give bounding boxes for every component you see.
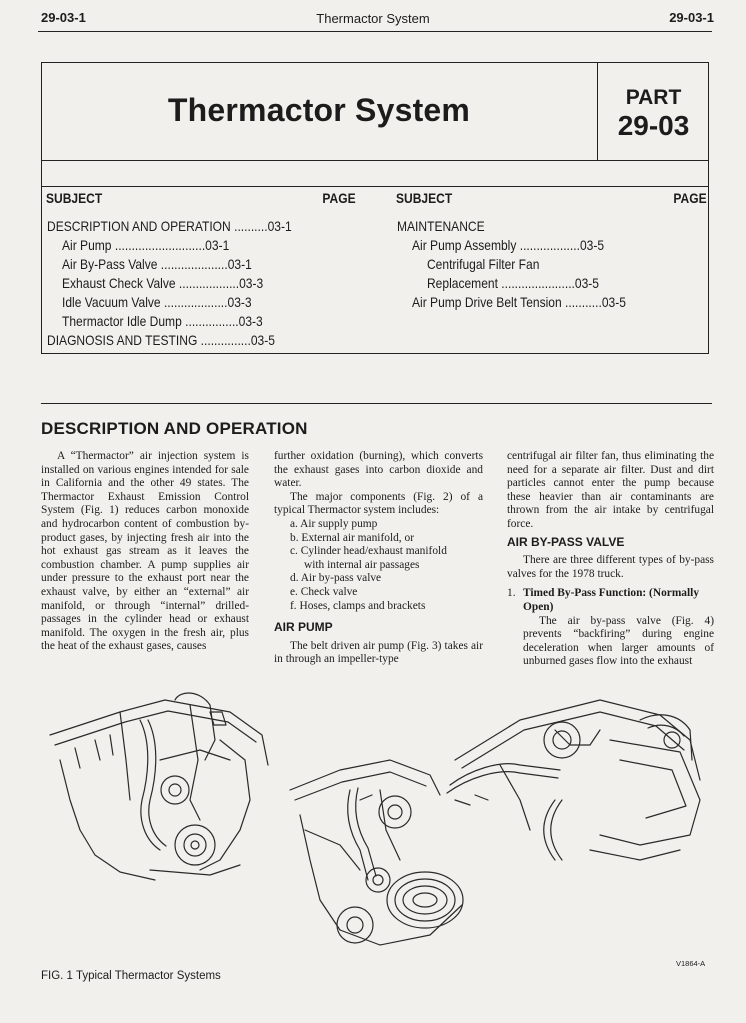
toc-leader: .................... [157,256,228,272]
toc-entry-text: Air Pump [61,237,112,253]
toc-right-column [397,217,717,312]
paragraph: centrifugal air filter fan, thus eliminating the need for a separate air filter. Dust and dirt particles cannot enter the pump because these heavier than air contaminants are thrown from the air intake by centrifugal force. [507,450,714,530]
section-title: DESCRIPTION AND OPERATION [41,419,308,438]
list-item: b. External air manifold, or [290,531,414,544]
toc-leader: ........... [561,294,602,310]
title-box-rule [41,160,709,161]
toc-leader: ................... [160,294,228,310]
toc-entry-page: 03-5 [250,332,275,348]
page-number-left: 29-03-1 [41,10,86,25]
toc-entry-text: MAINTENANCE [397,218,485,234]
body-column-2 [274,450,483,667]
body-column-1 [41,450,249,654]
toc-entry [397,217,672,236]
toc-entry-page: 03-3 [227,294,252,310]
toc-entry-page: 03-5 [579,237,605,253]
toc-leader: .................. [516,237,580,253]
toc-entry-page: 03-5 [601,294,626,310]
section-rule [41,403,712,404]
toc-entry [397,293,672,312]
part-number: 29-03 [617,110,690,141]
toc-entry [47,255,322,274]
toc-entry-text: Centrifugal Filter Fan [426,256,540,272]
toc-leader: ............... [197,332,251,348]
page-title: Thermactor System [167,92,471,128]
toc-leader: ........................... [111,237,206,253]
toc-leader: .......... [230,218,268,234]
paragraph: The air by-pass valve (Fig. 4) prevents “backfiring” during engine deceleration when larger amounts of unburned gases flow into the exhaust [523,614,714,668]
toc-entry-page: 03-3 [239,275,264,291]
list-item: a. Air supply pump [290,517,378,530]
toc-leader: ................ [181,313,239,329]
body-column-3 [507,450,714,669]
toc-entry-page: 03-1 [227,256,252,272]
toc-entry [47,312,322,331]
toc-subject-header-left: SUBJECT [46,190,103,206]
toc-entry-text: Air By-Pass Valve [61,256,158,272]
item-title: Timed By-Pass Function: (Normally Open) [523,587,700,613]
toc-leader: ...................... [497,275,575,291]
toc-entry [47,331,322,350]
list-item: f. Hoses, clamps and brackets [290,599,426,612]
toc-leader: .................. [175,275,240,291]
toc-entry-text: DESCRIPTION AND OPERATION [47,218,231,234]
toc-entry-page: 03-1 [267,218,292,234]
list-item: e. Check valve [290,585,358,598]
toc-header-rule [41,186,709,187]
toc-entry [47,236,322,255]
toc-entry [47,274,322,293]
toc-entry-page: 03-1 [205,237,230,253]
toc-entry-text: Thermactor Idle Dump [61,313,182,329]
list-item: d. Air by-pass valve [290,572,382,585]
toc-entry [397,255,672,274]
subheading-bypass-valve: AIR BY-PASS VALVE [507,534,625,549]
toc-entry [397,236,672,255]
paragraph: A “Thermactor” air injection system is installed on various engines intended for sale in California and the other 49 states. The Thermactor Exhaust Emission Control System (Fig. 1) reduces carbon monoxide and hydrocarbon content of combustion by-product gases, by injecting fresh air into the hot exhaust gas stream as it leaves the combustion chamber. A pump supplies air under pressure to the exhaust port near the exhaust valve, by either an “external” air manifold, or through “internal” drilled-passages in the cylinder head or exhaust manifold. The oxygen in the fresh air, plus the heat of the exhaust gases, causes [41,450,249,653]
toc-page-header-right: PAGE [673,190,707,206]
header-rule [38,31,712,32]
subheading-air-pump: AIR PUMP [274,620,333,635]
toc-entry-page: 03-5 [574,275,599,291]
paragraph: There are three different types of by-pass valves for the 1978 truck. [507,554,714,580]
page-number-right: 29-03-1 [669,10,714,25]
running-header-title: Thermactor System [316,11,430,26]
figure-caption: FIG. 1 Typical Thermactor Systems [41,970,221,982]
toc-entry [47,293,322,312]
toc-entry-text: Replacement [426,275,498,291]
paragraph: The belt driven air pump (Fig. 3) takes air in through an impeller-type [274,639,483,666]
toc-entry-text: DIAGNOSIS AND TESTING [47,332,198,348]
paragraph: further oxidation (burning), which converts the exhaust gases into carbon dioxide and water. [274,450,483,490]
figure-code: V1864-A [676,959,706,968]
toc-entry-page: 03-3 [238,313,263,329]
paragraph: The major components (Fig. 2) of a typical Thermactor system includes: [274,490,483,517]
item-number: 1. [507,587,516,600]
numbered-item [507,587,714,614]
part-label: PART [625,86,682,109]
toc-left-column [47,217,367,350]
toc-subject-header-right: SUBJECT [396,190,453,206]
toc-entry-text: Idle Vacuum Valve [61,294,161,310]
list-item: c. Cylinder head/exhaust manifold [290,545,447,558]
toc-entry-text: Air Pump Drive Belt Tension [411,294,562,310]
toc-entry [47,217,322,236]
list-item: with internal air passages [304,558,420,571]
toc-page-header-left: PAGE [322,190,356,206]
toc-entry-text: Exhaust Check Valve [61,275,176,291]
toc-entry [397,274,672,293]
toc-entry-text: Air Pump Assembly [411,237,517,253]
